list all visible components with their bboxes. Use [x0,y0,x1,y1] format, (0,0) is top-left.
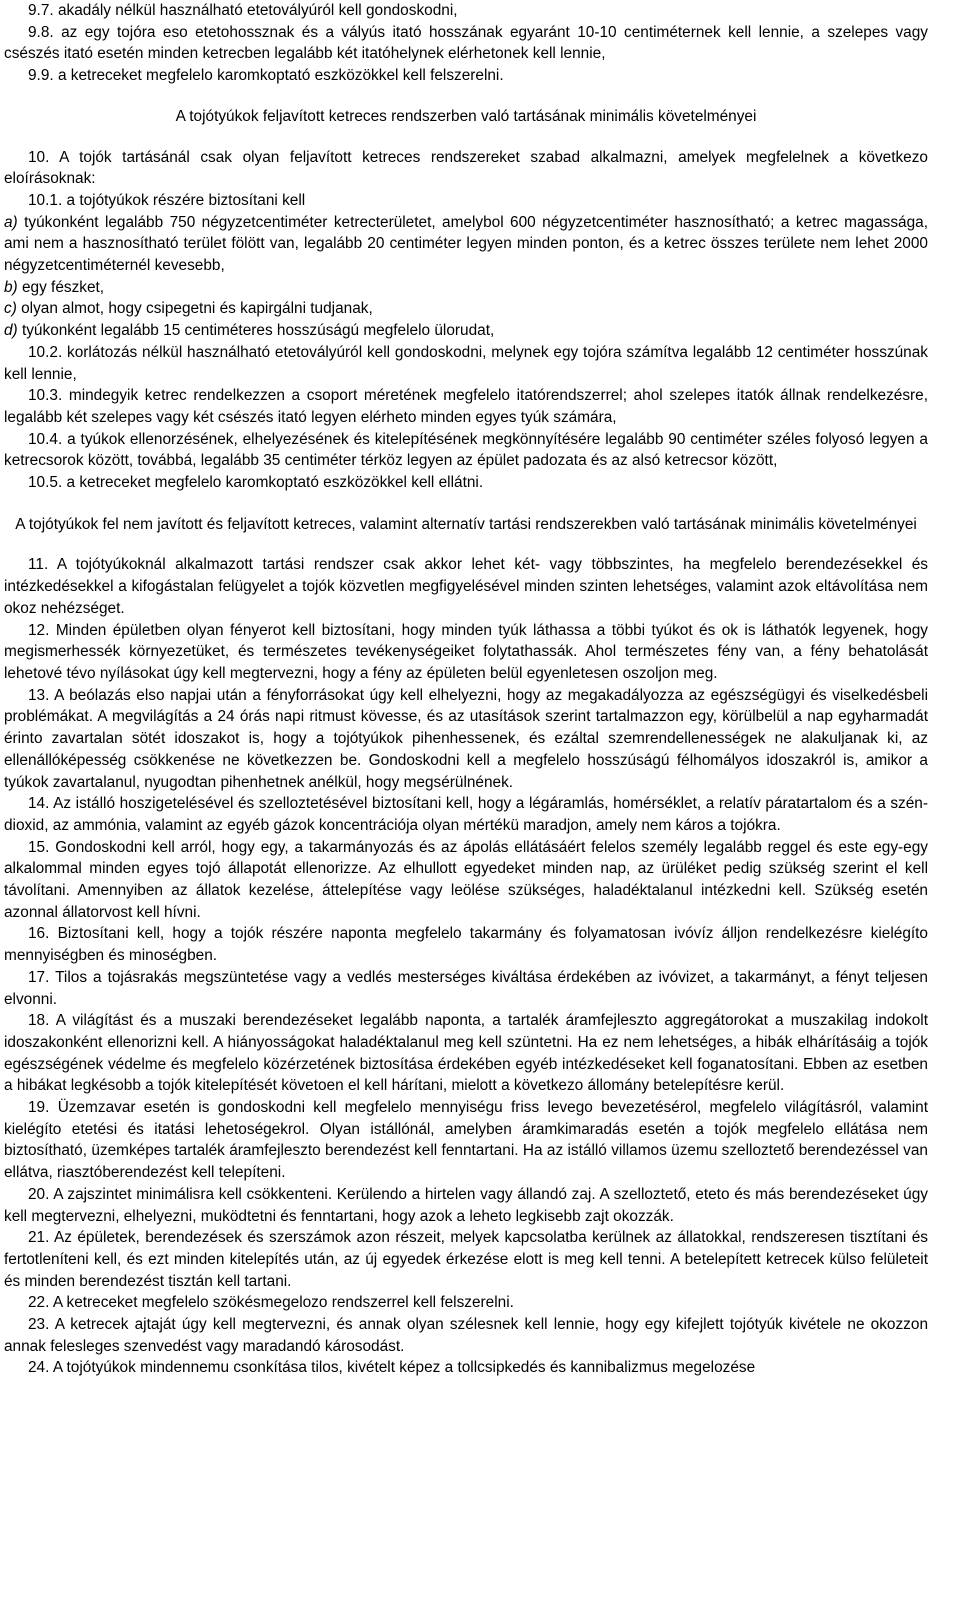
paragraph-11: 11. A tojótyúkoknál alkalmazott tartási rendszer csak akkor lehet két- vagy többszintes, ha megfelelo berendezésekkel és intézkedésekkel a kifogástalan felügyelet a tojók közvetlen megfigyelésével minden szinten lehetséges, valamint azok eltávolítása nem okoz nehézséget. [4,556,928,617]
paragraph-10-5: 10.5. a ketreceket megfelelo karomkoptató eszközökkel kell ellátni. [28,474,484,492]
list-text-d: tyúkonként legalább 15 centiméteres hosszúságú megfelelo ülorudat, [17,322,495,340]
paragraph-16: 16. Biztosítani kell, hogy a tojók részére naponta megfelelo takarmány és folyamatosan ivóvíz álljon rendelkezésre kielégíto mennyiségben és minoségben. [4,925,928,965]
list-item-d [4,320,928,342]
paragraph-10-4: 10.4. a tyúkok ellenorzésének, elhelyezésének és kitelepítésének megkönnyítésére legalább 90 centiméter széles folyosó legyen a ketrecsorok között, továbbá, legalább 35 centiméter térköz legyen az épület padozata és az alsó ketrecsor között, [4,430,928,470]
paragraph-10: 10. A tojók tartásánál csak olyan feljavított ketreces rendszereket szabad alkalmazni, amelyek megfelelnek a következo eloírásoknak: [4,148,928,188]
list-label-d: d) [4,322,18,340]
section-heading-enriched-cages: A tojótyúkok feljavított ketreces rendszerben való tartásának minimális követelményei [175,107,757,125]
paragraph-10-2: 10.2. korlátozás nélkül használható etetovályúról kell gondoskodni, melynek egy tojóra számítva legalább 12 centiméter hosszúnak kell lennie, [4,343,928,383]
paragraph-9-7: 9.7. akadály nélkül használható etetovályúról kell gondoskodni, [28,2,458,19]
paragraph-9-9: 9.9. a ketreceket megfelelo karomkoptató eszközökkel kell felszerelni. [28,67,504,85]
paragraph-17: 17. Tilos a tojásrakás megszüntetése vagy a vedlés mesterséges kiváltása érdekében az ivóvizet, a takarmányt, a fényt teljesen elvonni. [4,968,928,1008]
paragraph-9-8: 9.8. az egy tojóra eso etetohossznak és a vályús itató hosszának egyaránt 10-10 centiméternek kell lennie, a szelepes vagy csészés itató esetén minden ketrecben legalább két itatóhelynek elérhetonek kell lennie, [4,23,928,63]
list-item-a [4,212,928,277]
paragraph-10-1: 10.1. a tojótyúkok részére biztosítani kell [28,191,306,209]
paragraph-22: 22. A ketreceket megfelelo szökésmegelozo rendszerrel kell felszerelni. [28,1294,514,1312]
paragraph-15: 15. Gondoskodni kell arról, hogy egy, a takarmányozás és az ápolás ellátásáért felelos személy legalább reggel és este egy-egy alkalommal minden egyes tojó állapotát ellenorizze. Az elhullott egyedeket minden nap, az ürüléket pedig szükség szerint el kell távolítani. Amennyiben az állatok kezelése, áttelepítése vagy leölése szükséges, haladéktalanul intézkedni kell. Szükség esetén azonnal állatorvost kell hívni. [4,838,928,921]
paragraph-10-3: 10.3. mindegyik ketrec rendelkezzen a csoport méretének megfelelo itatórendszerrel; ahol szelepes itatók állnak rendelkezésre, legalább két szelepes vagy két csészés itató legyen elérheto minden egyes tyúk számára, [4,387,928,426]
section-heading-all-systems: A tojótyúkok fel nem javított és feljavított ketreces, valamint alternatív tartási rendszerekben való tartásának minimális követelményei [15,515,917,533]
section-cage-requirements-end [4,0,928,87]
list-label-a: a) [4,213,18,231]
paragraph-19: 19. Üzemzavar esetén is gondoskodni kell megfelelo mennyiségu friss levego bevezetésérol, megfelelo világításról, valamint kielégíto etetési és itatási lehetoségekrol. Olyan istállónál, amelyben áramkimaradás esetén a tojók megfelelo ellátása nem biztosítható, üzemképes tartalék áramfejleszto berendezést kell fenntartani. Ha az istálló villamos üzemu szelloztető berendezéssel van ellátva, riasztóberendezést kell telepíteni. [4,1099,928,1182]
paragraph-12: 12. Minden épületben olyan fényerot kell biztosítani, hogy minden tyúk láthassa a többi tyúkot és ok is láthatók legyenek, hogy megismerhessék környezetüket, és természetes tevékenységeiket folytathassák. Ahol természetes fény van, a fény behatolását lehetové tévo nyílásokat úgy kell megtervezni, hogy a fény az épületen belül egyenletesen oszoljon meg. [4,621,928,682]
paragraph-20: 20. A zajszintet minimálisra kell csökkenteni. Kerülendo a hirtelen vagy állandó zaj. A szelloztető, eteto és más berendezéseket úgy kell megtervezni, elhelyezni, muködtetni és fenntartani, hogy azok a leheto legkisebb zajt okozzák. [4,1185,928,1225]
list-label-b: b) [4,278,18,296]
section-all-systems [4,554,928,1379]
list-text-a: tyúkonként legalább 750 négyzetcentiméter ketrecterületet, amelybol 600 négyzetcentiméter hasznosítható; a ketrec magassága, ami nem a hasznosítható terület fölött van, legalább 20 centiméter legyen minden ponton, és a ketrec összes területe nem lehet 2000 négyzetcentiméternél kevesebb, [4,213,928,275]
list-text-b: egy fészket, [17,278,105,296]
paragraph-23: 23. A ketrecek ajtaját úgy kell megtervezni, és annak olyan szélesnek kell lennie, hogy egy kifejlett tojótyúk kivétele ne okozzon annak felesleges szenvedést vagy maradandó károsodást. [4,1316,928,1355]
list-label-c: c) [4,300,17,318]
section-enriched-cages [4,147,928,494]
paragraph-18: 18. A világítást és a muszaki berendezéseket legalább naponta, a tartalék áramfejleszto aggregátorokat a muszakilag indokolt idoszakonként ellenorizni kell. A hiányosságokat haladéktalanul meg kell szüntetni. Ha ez nem lehetséges, a hibák elhárításáig a tojók egészségének védelme és megfelelo közérzetének biztosítása érdekében egyéb intézkedéseket kell foganatosítani. Ebben az esetben a hibákat legkésobb a tojók kitelepítését követoen el kell hárítani, mielott a következo állomány betelepítésre kerül. [4,1012,928,1095]
paragraph-13: 13. A beólazás elso napjai után a fényforrásokat úgy kell elhelyezni, hogy az megakadályozza az egészségügyi és viselkedésbeli problémákat. A megvilágítás a 24 órás napi ritmust kövesse, és az utasítások szerint tartalmazzon egy, körülbelül a nap egyharmadát érinto zavartalan sötét idoszakot is, hogy a tojótyúkok pihenhessenek, és ezáltal szemrendellenességek ne alakuljanak ki, az ellenállóképesség csökkenése ne következzen be. Gondoskodni kell a megfelelo hosszúságú félhomályos idoszakról is, amikor a tyúkok zavartalanul, nyugodtan pihenhetnek anélkül, hogy megsérülnének. [4,686,928,791]
list-item-b [4,277,928,299]
paragraph-24: 24. A tojótyúkok mindennemu csonkítása tilos, kivételt képez a tollcsipkedés és kannibalizmus megelozése [28,1359,756,1377]
list-text-c: olyan almot, hogy csipegetni és kapirgálni tudjanak, [16,300,373,318]
paragraph-21: 21. Az épületek, berendezések és szerszámok azon részeit, melyek kapcsolatba kerülnek az állatokkal, rendszeresen tisztítani és fertotleníteni kell, és ezt minden kitelepítés után, az új egyedek érkezése elott is meg kell tenni. A betelepített ketrecek külso felületeit és minden berendezést tisztán kell tartani. [4,1229,928,1290]
paragraph-14: 14. Az istálló hoszigetelésével és szelloztetésével biztosítani kell, hogy a légáramlás, homérséklet, a relatív páratartalom és a szén-dioxid, az ammónia, valamint az egyéb gázok koncentrációja olyan mértékü maradjon, amely nem káros a tojókra. [4,795,928,834]
list-item-c [4,298,928,320]
